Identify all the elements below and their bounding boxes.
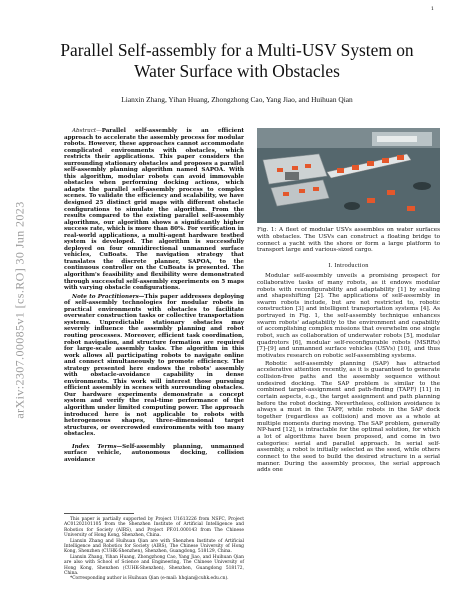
abstract-lead: Abstract— [72,128,102,134]
keywords-text: —Self-assembly planning, unmanned surface vehicle, autonomous docking, collision avoidance [64,443,244,463]
right-column [257,128,440,475]
page-number: 1 [430,6,434,12]
section-heading-introduction: I. Introduction [328,262,369,270]
left-column [64,128,244,582]
title-line-2: Water Surface with Obstacles [134,61,340,81]
abstract-text: Parallel self-assembly is an efficient approach to accelerate the assembly process for modular robots. However, these approaches cannot accommodate complicated environments with obstacles, which restricts their applications. This paper considers the surrounding stationary obstacles and proposes a parallel self-assembly planning algorithm named SAPOA. With this algorithm, modular robots can avoid immovable obstacles when performing docking actions, which adapts the parallel self-assembly process to complex scenes. To validate the efficiency and scalability, we have designed 25 distinct grid maps with different obstacle configurations to simulate the algorithm. From the results compared to the existing parallel self-assembly algorithms, our algorithm shows a significantly higher success rate, which is more than 80%. For verification in real-world applications, a multi-agent hardware testbed system is developed. The algorithm is successfully deployed on four omnidirectional unmanned surface vehicles, CuBoats. The navigation strategy that translates the discrete planner, SAPOA, to the continuous controller on the CuBoats is presented. The algorithm's feasibility and flexibility were demonstrated through successful self-assembly experiments on 5 maps with varying obstacle configurations. [64,128,244,292]
note-to-practitioners [64,294,244,438]
abstract [64,128,244,292]
index-terms [64,444,244,464]
title-line-1: Parallel Self-assembly for a Multi-USV System on [60,40,414,60]
figure-usv-fleet-image [257,128,440,223]
footnote-affiliation-1: Lianxin Zhang and Huihuan Qian are with Shenzhen Institute of Artificial Intelligence and Robotics for Society (AIRS), The Chinese University of Hong Kong, Shenzhen (CUHK-Shenzhen), Shenzhen, Guangdong, 518129, China. [64,538,244,555]
footnote-divider [64,513,134,514]
arxiv-stamp-text: arXiv:2307.00085v1 [cs.RO] 30 Jun 2023 [12,201,27,419]
practitioners-lead: Note to Practitioners [72,293,139,300]
footnote-corresponding: *Corresponding author is Huihuan Qian (e-mail: hhqian@cuhk.edu.cn). [70,576,229,582]
footnote-funding: This paper is partially supported by Project U1613226 from NSFC, Project AC01202101105 from the Shenzhen Institute of Artificial Intelligence and Robotics for Society (AIRS), and Project PF.01.000143 from The Chinese University of Hong Kong, Shenzhen, China. [64,516,244,539]
arxiv-stamp [10,160,30,460]
intro-paragraph-2: Robotic self-assembly planning (SAP) has attracted accelerative attention recently, as it is guaranteed to generate collision-free paths and the assembly sequence without undesired docking. The SAP problem is similar to the combined target-assignment and path-finding (TAPF) [11] in certain aspects, e.g., the target assignment and path planning before the robot docking. Nevertheless, collision avoidance is always a must in the TAPF, while robots in the SAP dock together (regardless as collision) and move as a whole at multiple moments during moving. The SAP problem, generally NP-hard [12], is intractable for the optimal solution, for which a lot of algorithms have been proposed, and come in two categories: serial and parallel approach. In serial self-assembly, a robot is initially selected as the seed, while others connect to the seed to build the desired structure in a serial manner. During the assembly process, the serial approach adds one [257,360,440,474]
figure-caption: Fig. 1: A fleet of modular USVs assembles on water surfaces with obstacles. The USVs can construct a floating bridge to connect a yacht with the shore or form a large platform to transport large and various-sized cargo. [257,227,440,254]
practitioners-text: —This paper addresses deploying of self-assembly technologies for modular robots in practical environments with obstacles to facilitate overwater construction tasks or collective transportation systems. Unpredictable stationary obstacles may severely influence the assembly planning and robot routing processes. Moreover, efficient task coordination, robot navigation, and structure formation are required for large-scale assembly tasks. The algorithm in this work allows all participating robots to navigate online and connect simultaneously to promote efficiency. The strategy presented here endows the robots' assembly with obstacle-avoidance capability in dense environments. This work will interest those pursuing efficient assembly in scenes with surrounding obstacles. Our hardware experiments demonstrate a concept system and verify the real-time performance of the algorithm under limited computing power. The approach introduced here is not applicable to robots with heterogeneous shapes, three-dimensional target structures, or overcrowded environments with too many obstacles. [64,293,244,438]
intro-paragraph-1: Modular self-assembly unveils a promising prospect for collaborative tasks of many robots, as it endows modular robots with reconfigurability and adaptability [1] by scaling and shapeshifting [2]. The applications of self-assembly in swarm robots include, but are not restricted to, robotic construction [3] and intelligent transportation systems [4]. As portrayed in Fig. 1, the self-assembly technique enhances swarm robots' adaptability to the environment and capability of accomplishing complex missions that overwhelm one single robot, such as collaboration of underwater robots [5], modular quadrotors [6], modular self-reconfigurable robots (MSRRs) [7]–[9] and unmanned surface vehicles (USVs) [10], and thus motivates research on robotic self-assembling systems. [257,273,440,360]
author-list: Lianxin Zhang, Yihan Huang, Zhongzhong Cao, Yang Jiao, and Huihuan Qian [121,95,353,104]
footnote-affiliation-2: Lianxin Zhang, Yihan Huang, Zhongzhong Cao, Yang Jiao, and Huihuan Qian are also with School of Science and Engineering, The Chinese University of Hong Kong, Shenzhen (CUHK-Shenzhen), Shenzhen, Guangdong 518172, China. [64,554,244,576]
keywords-lead: Index Terms [72,443,117,450]
paper-title [30,40,444,82]
usv-scene-illustration [257,128,440,223]
